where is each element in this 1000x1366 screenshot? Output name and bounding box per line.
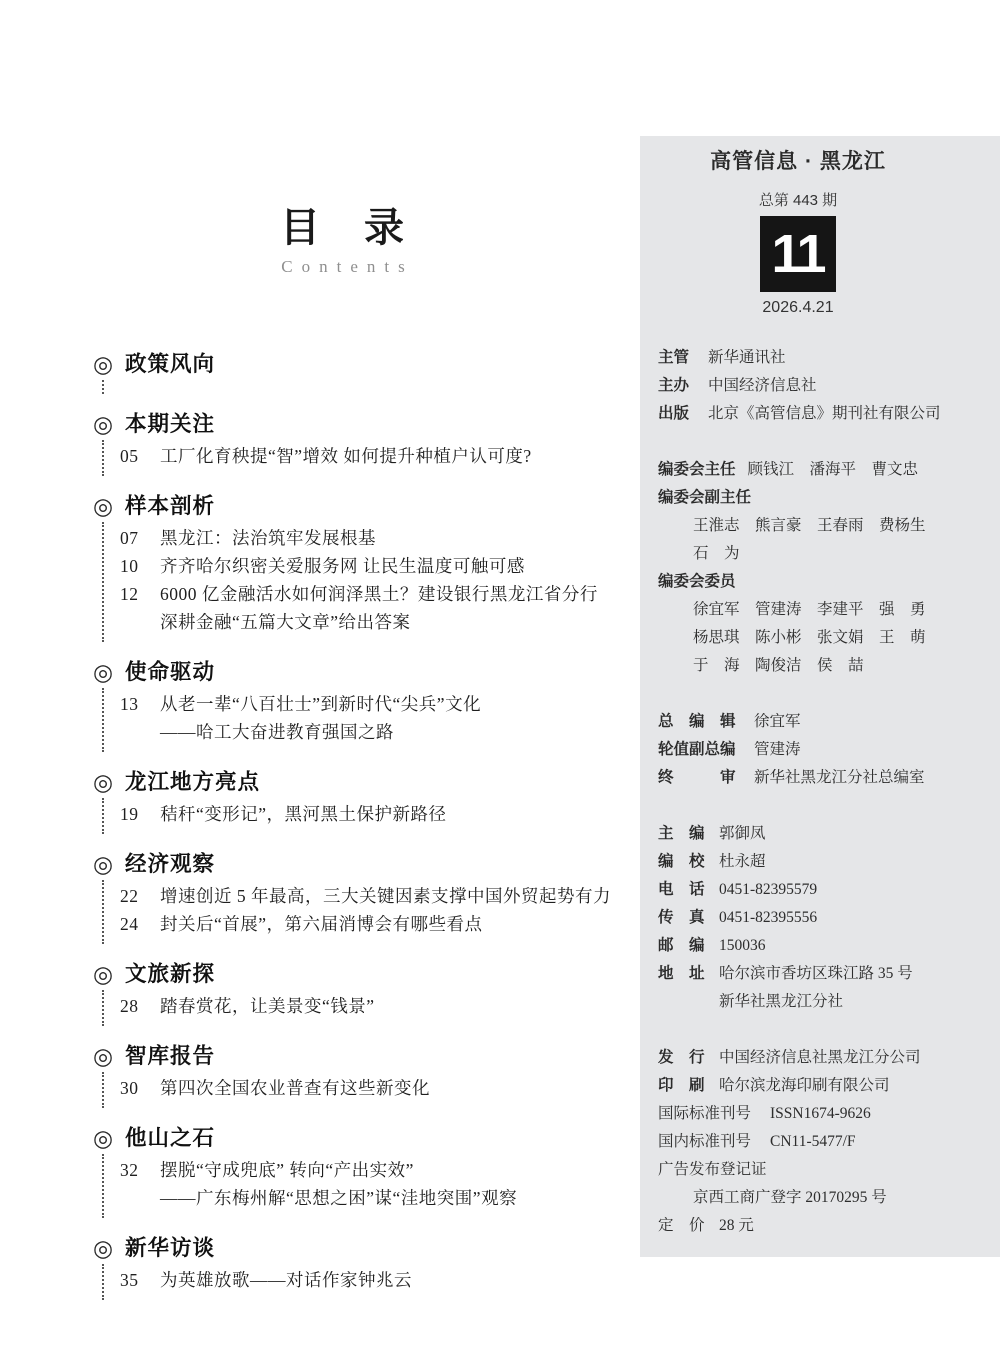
- info-line: [658, 1156, 1000, 1184]
- info-line: [658, 988, 1000, 1016]
- info-line: [658, 1072, 1000, 1100]
- info-value: 0451-82395579: [719, 881, 818, 898]
- item-title-line: 6000 亿金融活水如何润泽黑土？建设银行黑龙江省分行: [160, 584, 598, 604]
- info-label: 主 编: [658, 825, 705, 842]
- info-label: 印 刷: [658, 1077, 705, 1094]
- info-label: 出版: [658, 405, 690, 422]
- info-label: 邮 编: [658, 937, 705, 954]
- info-line: [658, 624, 1000, 652]
- bullseye-icon: ◎: [93, 769, 114, 795]
- info-value: 徐宜军: [754, 713, 801, 730]
- info-label: 主办: [658, 377, 690, 394]
- info-value: 中国经济信息社黑龙江分公司: [719, 1049, 921, 1066]
- issue-number: 11: [771, 224, 825, 284]
- bullseye-icon: ◎: [93, 961, 114, 987]
- info-label: 国际标准刊号: [658, 1105, 752, 1122]
- info-line: [658, 456, 1000, 484]
- toc-section: [93, 1040, 641, 1108]
- section-header: [93, 766, 641, 798]
- section-header: [93, 1040, 641, 1072]
- info-label: 编 校: [658, 853, 705, 870]
- item-title-line: 封关后“首展”，第六届消博会有哪些看点: [160, 914, 483, 934]
- info-line: [658, 820, 1000, 848]
- info-label: 国内标准刊号: [658, 1133, 752, 1150]
- toc-item: [120, 580, 641, 636]
- item-title: [160, 690, 641, 746]
- item-title: [160, 910, 641, 938]
- info-label: 轮值副总编: [658, 741, 736, 758]
- info-line: [658, 596, 1000, 624]
- page-number: 10: [120, 556, 139, 576]
- toc-item: [120, 910, 641, 938]
- toc-item: [120, 442, 641, 470]
- bullseye-icon: ◎: [93, 351, 114, 377]
- info-label: 电 话: [658, 881, 705, 898]
- info-value: 京西工商广登字 20170295 号: [693, 1189, 887, 1206]
- item-title: [160, 1266, 641, 1294]
- info-value: 新华通讯社: [708, 349, 786, 366]
- info-value: 新华社黑龙江分社: [719, 993, 844, 1010]
- page-number: 12: [120, 584, 139, 604]
- info-value: 哈尔滨龙海印刷有限公司: [719, 1077, 890, 1094]
- section-items: [102, 440, 641, 476]
- item-title: [160, 442, 641, 470]
- page-number: 30: [120, 1078, 139, 1098]
- section-header: [93, 1232, 641, 1264]
- info-label: 终 审: [658, 769, 736, 786]
- item-title-line: 增速创近 5 年最高，三大关键因素支撑中国外贸起势有力: [160, 886, 611, 906]
- item-title-line: 摆脱“守成兜底” 转向“产出实效”: [160, 1160, 414, 1180]
- item-title-line: ——广东梅州解“思想之困”谋“洼地突围”观察: [160, 1188, 518, 1208]
- info-line: [658, 876, 1000, 904]
- info-value: 徐宜军 管建涛 李建平 强 勇: [693, 601, 926, 618]
- section-header: [93, 958, 641, 990]
- toc-item: [120, 1266, 641, 1294]
- info-line: [658, 904, 1000, 932]
- toc-section: [93, 766, 641, 834]
- info-value: 哈尔滨市香坊区珠江路 35 号: [719, 965, 913, 982]
- toc-section: [93, 408, 641, 476]
- info-line: [658, 344, 1000, 372]
- section-items: [102, 798, 641, 834]
- section-title: 本期关注: [125, 412, 216, 436]
- item-title-line: 齐齐哈尔织密关爱服务网 让民生温度可触可感: [160, 556, 525, 576]
- item-title-line: 踏春赏花，让美景变“钱景”: [160, 996, 375, 1016]
- info-block: [658, 456, 1000, 680]
- section-header: [93, 490, 641, 522]
- info-line: [658, 400, 1000, 428]
- section-header: [93, 348, 641, 380]
- bullseye-icon: ◎: [93, 411, 114, 437]
- page-number: 13: [120, 694, 139, 714]
- info-line: [658, 960, 1000, 988]
- info-block: [658, 820, 1000, 1016]
- info-line: [658, 372, 1000, 400]
- section-items: [102, 688, 641, 752]
- toc-title-block: [258, 196, 428, 277]
- page-number: 32: [120, 1160, 139, 1180]
- item-title-line: 第四次全国农业普查有这些新变化: [160, 1078, 430, 1098]
- item-title: [160, 1156, 641, 1212]
- info-block: [658, 1044, 1000, 1240]
- section-title: 文旅新探: [125, 962, 216, 986]
- info-line: [658, 1212, 1000, 1240]
- item-title-line: ——哈工大奋进教育强国之路: [160, 722, 394, 742]
- info-block: [658, 344, 1000, 428]
- section-title: 龙江地方亮点: [125, 770, 261, 794]
- section-header: [93, 656, 641, 688]
- section-header: [93, 408, 641, 440]
- info-value: 0451-82395556: [719, 909, 818, 926]
- info-value: 管建涛: [754, 741, 801, 758]
- info-line: [658, 540, 1000, 568]
- panel-header: [658, 150, 938, 320]
- issue-number-box: [760, 216, 836, 292]
- toc-section: [93, 490, 641, 642]
- info-label: 地 址: [658, 965, 705, 982]
- item-title-line: 工厂化育秧提“智”增效 如何提升种植户认可度?: [160, 446, 532, 466]
- info-label: 发 行: [658, 1049, 705, 1066]
- info-line: [658, 708, 1000, 736]
- info-value: 150036: [719, 937, 766, 954]
- item-title: [160, 1074, 641, 1102]
- toc-item: [120, 690, 641, 746]
- info-line: [658, 512, 1000, 540]
- info-label: 编委会副主任: [658, 489, 752, 506]
- info-line: [658, 764, 1000, 792]
- bullseye-icon: ◎: [93, 1125, 114, 1151]
- toc-section: [93, 1122, 641, 1218]
- info-value: 中国经济信息社: [708, 377, 817, 394]
- section-items: [102, 380, 641, 394]
- info-line: [658, 932, 1000, 960]
- bullseye-icon: ◎: [93, 851, 114, 877]
- bullseye-icon: ◎: [93, 493, 114, 519]
- info-label: 广告发布登记证: [658, 1161, 767, 1178]
- info-label: 编委会委员: [658, 573, 736, 590]
- info-value: 顾钱江 潘海平 曹文忠: [747, 461, 919, 478]
- section-items: [102, 522, 641, 642]
- info-line: [658, 568, 1000, 596]
- section-items: [102, 1154, 641, 1218]
- info-value: 杜永超: [719, 853, 766, 870]
- info-value: 郭御凤: [719, 825, 766, 842]
- section-header: [93, 848, 641, 880]
- info-value: 杨思琪 陈小彬 张文娟 王 萌: [693, 629, 926, 646]
- section-items: [102, 880, 641, 944]
- item-title: [160, 580, 641, 636]
- section-items: [102, 1264, 641, 1300]
- info-line: [658, 848, 1000, 876]
- info-line: [658, 1184, 1000, 1212]
- section-title: 他山之石: [125, 1126, 216, 1150]
- toc-section: [93, 1232, 641, 1300]
- page-number: 22: [120, 886, 139, 906]
- bullseye-icon: ◎: [93, 1235, 114, 1261]
- info-value: 北京《高管信息》期刊社有限公司: [708, 405, 941, 422]
- info-line: [658, 1128, 1000, 1156]
- bullseye-icon: ◎: [93, 1043, 114, 1069]
- info-value: 于 海 陶俊洁 侯 喆: [693, 657, 864, 674]
- section-title: 政策风向: [125, 352, 216, 376]
- toc-item: [120, 1074, 641, 1102]
- info-line: [658, 484, 1000, 512]
- toc-item: [120, 524, 641, 552]
- info-label: 总 编 辑: [658, 713, 736, 730]
- toc-section: [93, 348, 641, 394]
- item-title-line: 秸秆“变形记”，黑河黑土保护新路径: [160, 804, 447, 824]
- info-label: 主管: [658, 349, 690, 366]
- info-value: 新华社黑龙江分社总编室: [754, 769, 925, 786]
- toc-title: 目 录: [280, 205, 406, 250]
- toc-section: [93, 958, 641, 1026]
- toc-item: [120, 1156, 641, 1212]
- page-number: 07: [120, 528, 139, 548]
- item-title-line: 从老一辈“八百壮士”到新时代“尖兵”文化: [160, 694, 482, 714]
- toc-section-list: [93, 348, 641, 1314]
- item-title-line: 为英雄放歌——对话作家钟兆云: [160, 1270, 412, 1290]
- info-value: CN11-5477/F: [770, 1133, 856, 1150]
- page-number: 35: [120, 1270, 139, 1290]
- toc-item: [120, 992, 641, 1020]
- info-label: 编委会主任: [658, 461, 736, 478]
- section-title: 智库报告: [125, 1044, 216, 1068]
- info-label: 传 真: [658, 909, 705, 926]
- item-title: [160, 992, 641, 1020]
- issue-date: 2026.4.21: [762, 299, 834, 316]
- toc-section: [93, 656, 641, 752]
- info-line: [658, 652, 1000, 680]
- toc-item: [120, 882, 641, 910]
- section-title: 样本剖析: [125, 494, 216, 518]
- section-items: [102, 1072, 641, 1108]
- page-number: 28: [120, 996, 139, 1016]
- toc-subtitle: Contents: [281, 257, 414, 276]
- info-value: 石 为: [693, 545, 740, 562]
- page-number: 19: [120, 804, 139, 824]
- info-line: [658, 1100, 1000, 1128]
- item-title-line: 深耕金融“五篇大文章”给出答案: [160, 612, 411, 632]
- info-value: 王淮志 熊言豪 王春雨 费杨生: [693, 517, 926, 534]
- item-title: [160, 524, 641, 552]
- section-title: 新华访谈: [125, 1236, 216, 1260]
- page-number: 05: [120, 446, 139, 466]
- info-line: [658, 1044, 1000, 1072]
- bullseye-icon: ◎: [93, 659, 114, 685]
- item-title-line: 黑龙江：法治筑牢发展根基: [160, 528, 376, 548]
- item-title: [160, 882, 641, 910]
- publication-info-panel: [640, 136, 1000, 1257]
- section-items: [102, 990, 641, 1026]
- item-title: [160, 552, 641, 580]
- toc-section: [93, 848, 641, 944]
- issue-total-label: 总第 443 期: [758, 192, 838, 209]
- info-value: 28 元: [719, 1217, 754, 1234]
- section-header: [93, 1122, 641, 1154]
- section-title: 经济观察: [125, 852, 216, 876]
- item-title: [160, 800, 641, 828]
- toc-item: [120, 800, 641, 828]
- toc-item: [120, 552, 641, 580]
- magazine-masthead: 高管信息 · 黑龙江: [710, 150, 886, 173]
- info-label: 定 价: [658, 1217, 705, 1234]
- panel-info-blocks: [658, 344, 1000, 1240]
- info-line: [658, 736, 1000, 764]
- section-title: 使命驱动: [125, 660, 216, 684]
- info-value: ISSN1674-9626: [770, 1105, 871, 1122]
- page-number: 24: [120, 914, 139, 934]
- info-block: [658, 708, 1000, 792]
